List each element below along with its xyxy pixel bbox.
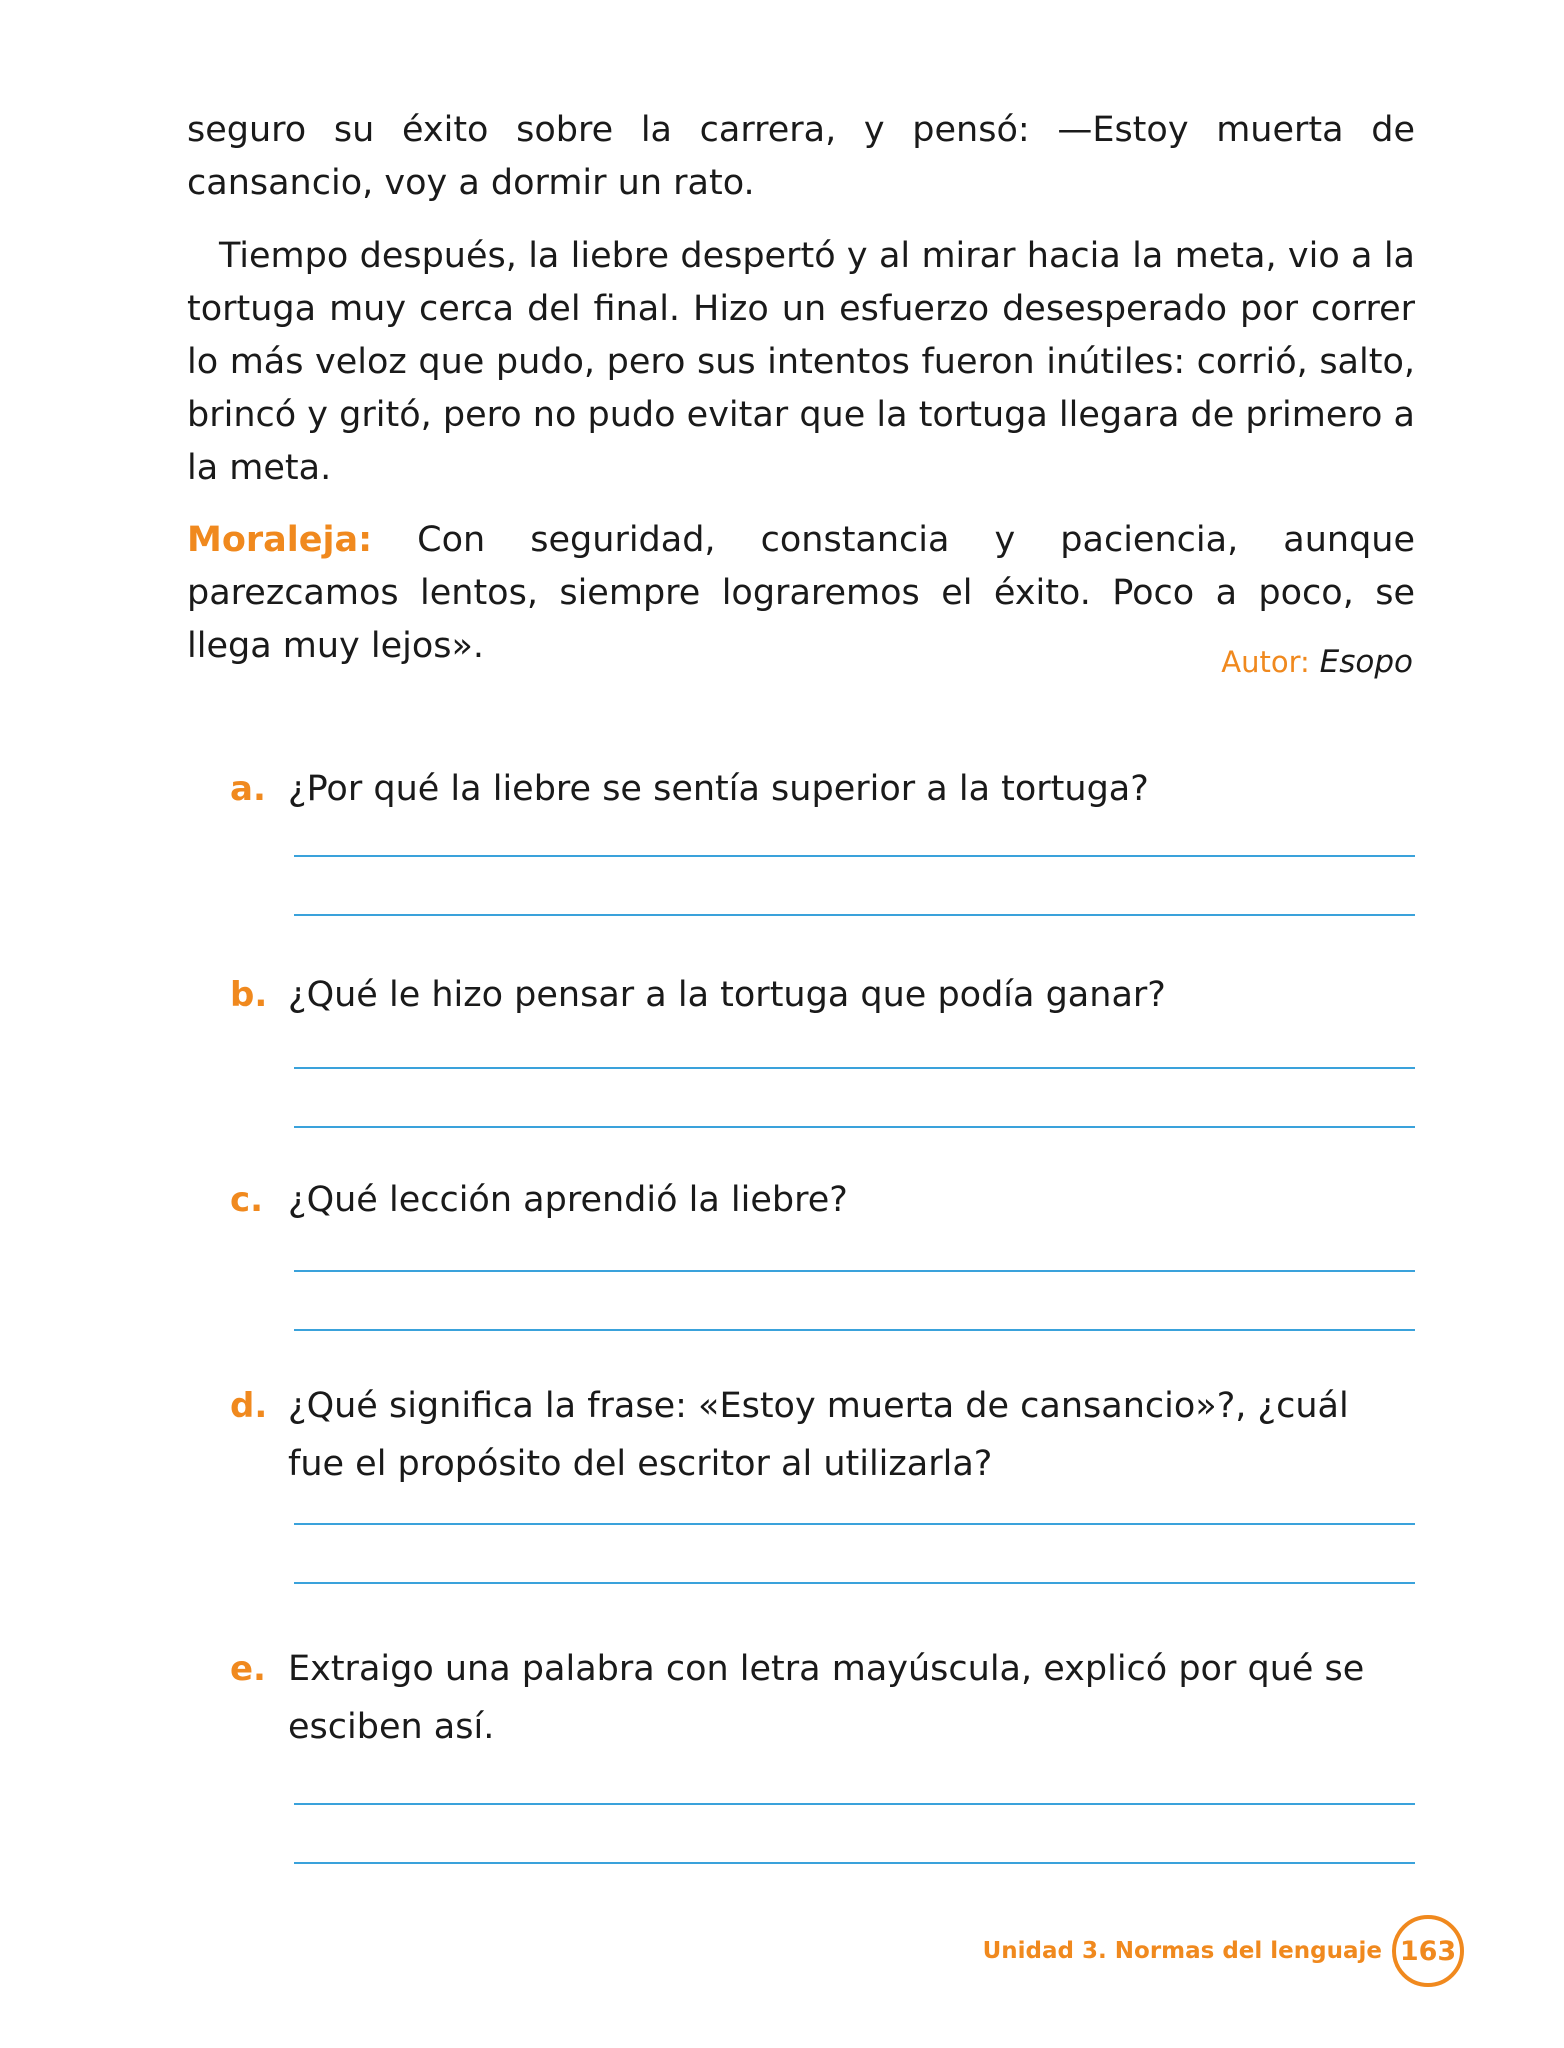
answer-line-a-1[interactable] bbox=[294, 855, 1415, 857]
question-text: ¿Qué lección aprendió la liebre? bbox=[288, 1180, 848, 1220]
answer-line-a-2[interactable] bbox=[294, 914, 1415, 916]
moral-text: Con seguridad, constancia y paciencia, aunque parezcamos lentos, siempre lograremos el éxito. Poco a poco, se llega muy lejos». bbox=[187, 520, 1415, 666]
question-letter: a. bbox=[230, 769, 266, 809]
question-text: ¿Qué significa la frase: «Estoy muerta de cansancio»?, ¿cuál fue el propósito del escritor al utilizarla? bbox=[288, 1386, 1349, 1484]
answer-line-e-1[interactable] bbox=[294, 1803, 1415, 1805]
question-letter: d. bbox=[230, 1386, 268, 1426]
moral-label: Moraleja: bbox=[187, 520, 373, 560]
author-credit bbox=[1221, 640, 1413, 684]
answer-line-c-1[interactable] bbox=[294, 1270, 1415, 1272]
answer-line-d-2[interactable] bbox=[294, 1582, 1415, 1584]
answer-line-b-2[interactable] bbox=[294, 1126, 1415, 1128]
story-paragraph-1: seguro su éxito sobre la carrera, y pensó: —Estoy muerta de cansancio, voy a dormir un rato. bbox=[187, 110, 1415, 203]
answer-line-b-1[interactable] bbox=[294, 1067, 1415, 1069]
question-letter: e. bbox=[230, 1649, 266, 1689]
question-text: ¿Qué le hizo pensar a la tortuga que podía ganar? bbox=[288, 975, 1166, 1015]
question-letter: c. bbox=[230, 1180, 264, 1220]
author-name: Esopo bbox=[1319, 644, 1413, 680]
page-number-badge bbox=[1392, 1915, 1464, 1987]
story-paragraph-2: Tiempo después, la liebre despertó y al mirar hacia la meta, vio a la tortuga muy cerca del final. Hizo un esfuerzo desesperado por correr lo más veloz que pudo, pero sus intentos fueron inútiles: corrió, salto, brincó y gritó, pero no pudo evitar que la tortuga llegara de primero a la meta. bbox=[187, 236, 1415, 488]
unit-label: Unidad 3. Normas del lenguaje bbox=[982, 1938, 1382, 1964]
answer-line-d-1[interactable] bbox=[294, 1523, 1415, 1525]
page-footer bbox=[983, 1911, 1464, 1991]
question-text: ¿Por qué la liebre se sentía superior a la tortuga? bbox=[288, 769, 1149, 809]
question-letter: b. bbox=[230, 975, 268, 1015]
page-number: 163 bbox=[1399, 1935, 1457, 1967]
question-text: Extraigo una palabra con letra mayúscula, explicó por qué se esciben así. bbox=[288, 1649, 1365, 1747]
answer-line-c-2[interactable] bbox=[294, 1329, 1415, 1331]
answer-line-e-2[interactable] bbox=[294, 1862, 1415, 1864]
author-label: Autor: bbox=[1221, 645, 1310, 679]
